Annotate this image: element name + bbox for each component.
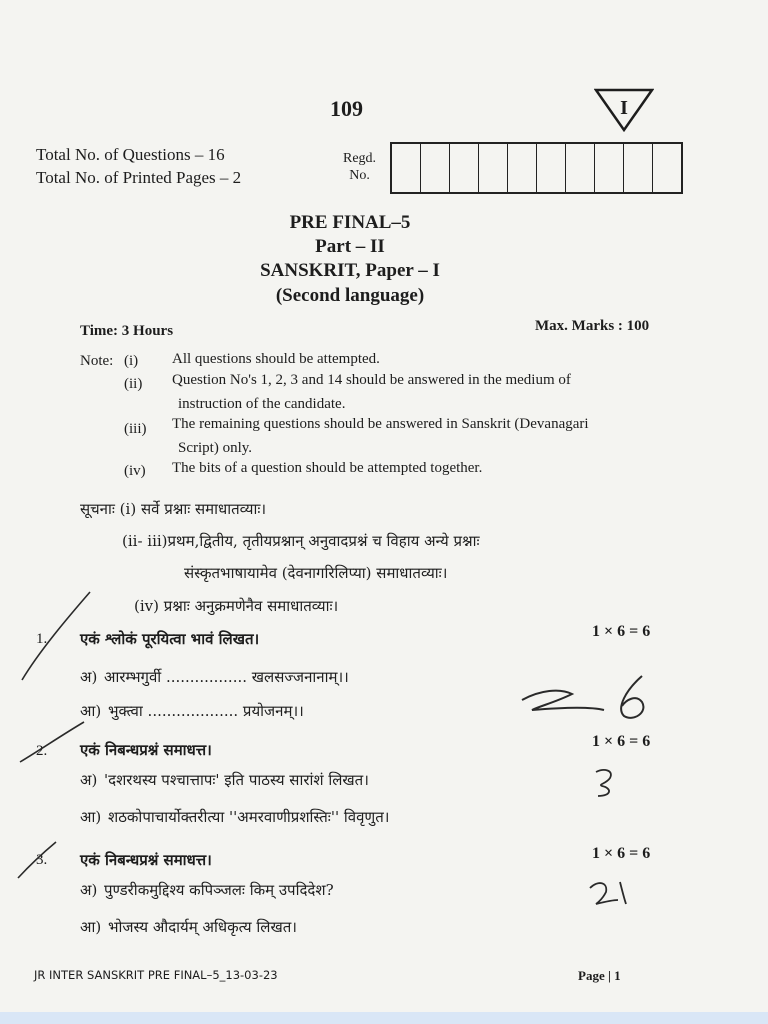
part-label: आ) [80,702,102,720]
part-text: पुण्डरीकमुद्दिश्य कपिञ्जलः किम् उपदिदेश? [104,881,334,899]
max-marks: Max. Marks : 100 [535,318,650,334]
sanskrit-note-line: संस्कृतभाषायामेव (देवनागरिलिप्या) समाधातव्याः। [184,564,448,582]
note-text: The remaining questions should be answered in Sanskrit (Devanagari [172,416,589,432]
time-duration: Time: 3 Hours [80,323,174,339]
sanskrit-note-line: (iv) प्रश्नाः अनुक्रमणेनैव समाधातव्याः। [134,597,339,615]
question-title: एकं श्लोकं पूरयित्वा भावं लिखत। [80,630,260,648]
part-label: अ) [80,668,98,686]
note-label: Note: [80,353,114,369]
part-text: शठकोपाचार्योक्तरीत्या ''अमरवाणीप्रशस्तिः'' विवृणुत। [108,808,390,826]
question-number: 2. [36,743,48,759]
sanskrit-note-line: सूचनाः (i) सर्वे प्रश्नाः समाधातव्याः। [80,500,267,518]
part-label: Part – II [315,236,385,257]
footer-paper-id: JR INTER SANSKRIT PRE FINAL–5_13-03-23 [34,968,278,982]
bottom-edge [0,1012,768,1024]
page-number: Page | 1 [578,968,621,983]
part-label: आ) [80,808,102,826]
question-marks: 1 × 6 = 6 [592,623,651,640]
part-text: भुक्त्वा ................... प्रयोजनम्।। [108,702,304,720]
part-text: आरम्भगुर्वी ................. खलसज्जनानाम्।। [104,668,349,686]
note-text: The bits of a question should be attempted together. [172,460,483,476]
part-label: आ) [80,918,102,936]
question-marks: 1 × 6 = 6 [592,733,651,750]
note-num: (i) [124,353,139,369]
note-num: (ii) [124,376,143,392]
note-text: Script) only. [178,440,253,456]
regd-number-label: Regd. No. [343,151,377,183]
language-label: (Second language) [275,285,425,306]
sanskrit-note-line: (ii- iii)प्रथम,द्वितीय, तृतीयप्रश्नान् अनुवादप्रश्नं च विहाय अन्ये प्रश्नाः [122,532,480,550]
question-marks: 1 × 6 = 6 [592,845,651,862]
part-text: भोजस्य औदार्यम् अधिकृत्य लिखत। [108,918,297,936]
total-questions: Total No. of Questions – 16 [36,145,225,164]
handwritten-score [621,676,643,718]
part-text: 'दशरथस्य पश्चात्तापः' इति पाठस्य सारांशं लिखत। [104,771,369,789]
question-title: एकं निबन्धप्रश्नं समाधत्त। [80,741,212,759]
note-text: Question No's 1, 2, 3 and 14 should be answered in the medium of [172,372,571,388]
question-title: एकं निबन्धप्रश्नं समाधत्त। [80,851,212,869]
note-text: instruction of the candidate. [178,396,346,412]
note-text: All questions should be attempted. [172,351,380,367]
part-label: अ) [80,881,98,899]
question-number: 3. [36,852,48,868]
note-num: (iv) [124,463,146,479]
exam-title: PRE FINAL–5 [289,212,411,233]
set-number: I [620,97,628,119]
question-number: 1. [36,631,48,647]
subject-title: SANSKRIT, Paper – I [260,260,440,281]
total-pages: Total No. of Printed Pages – 2 [36,168,242,187]
paper-code: 109 [330,96,363,121]
note-num: (iii) [124,421,147,437]
part-label: अ) [80,771,98,789]
